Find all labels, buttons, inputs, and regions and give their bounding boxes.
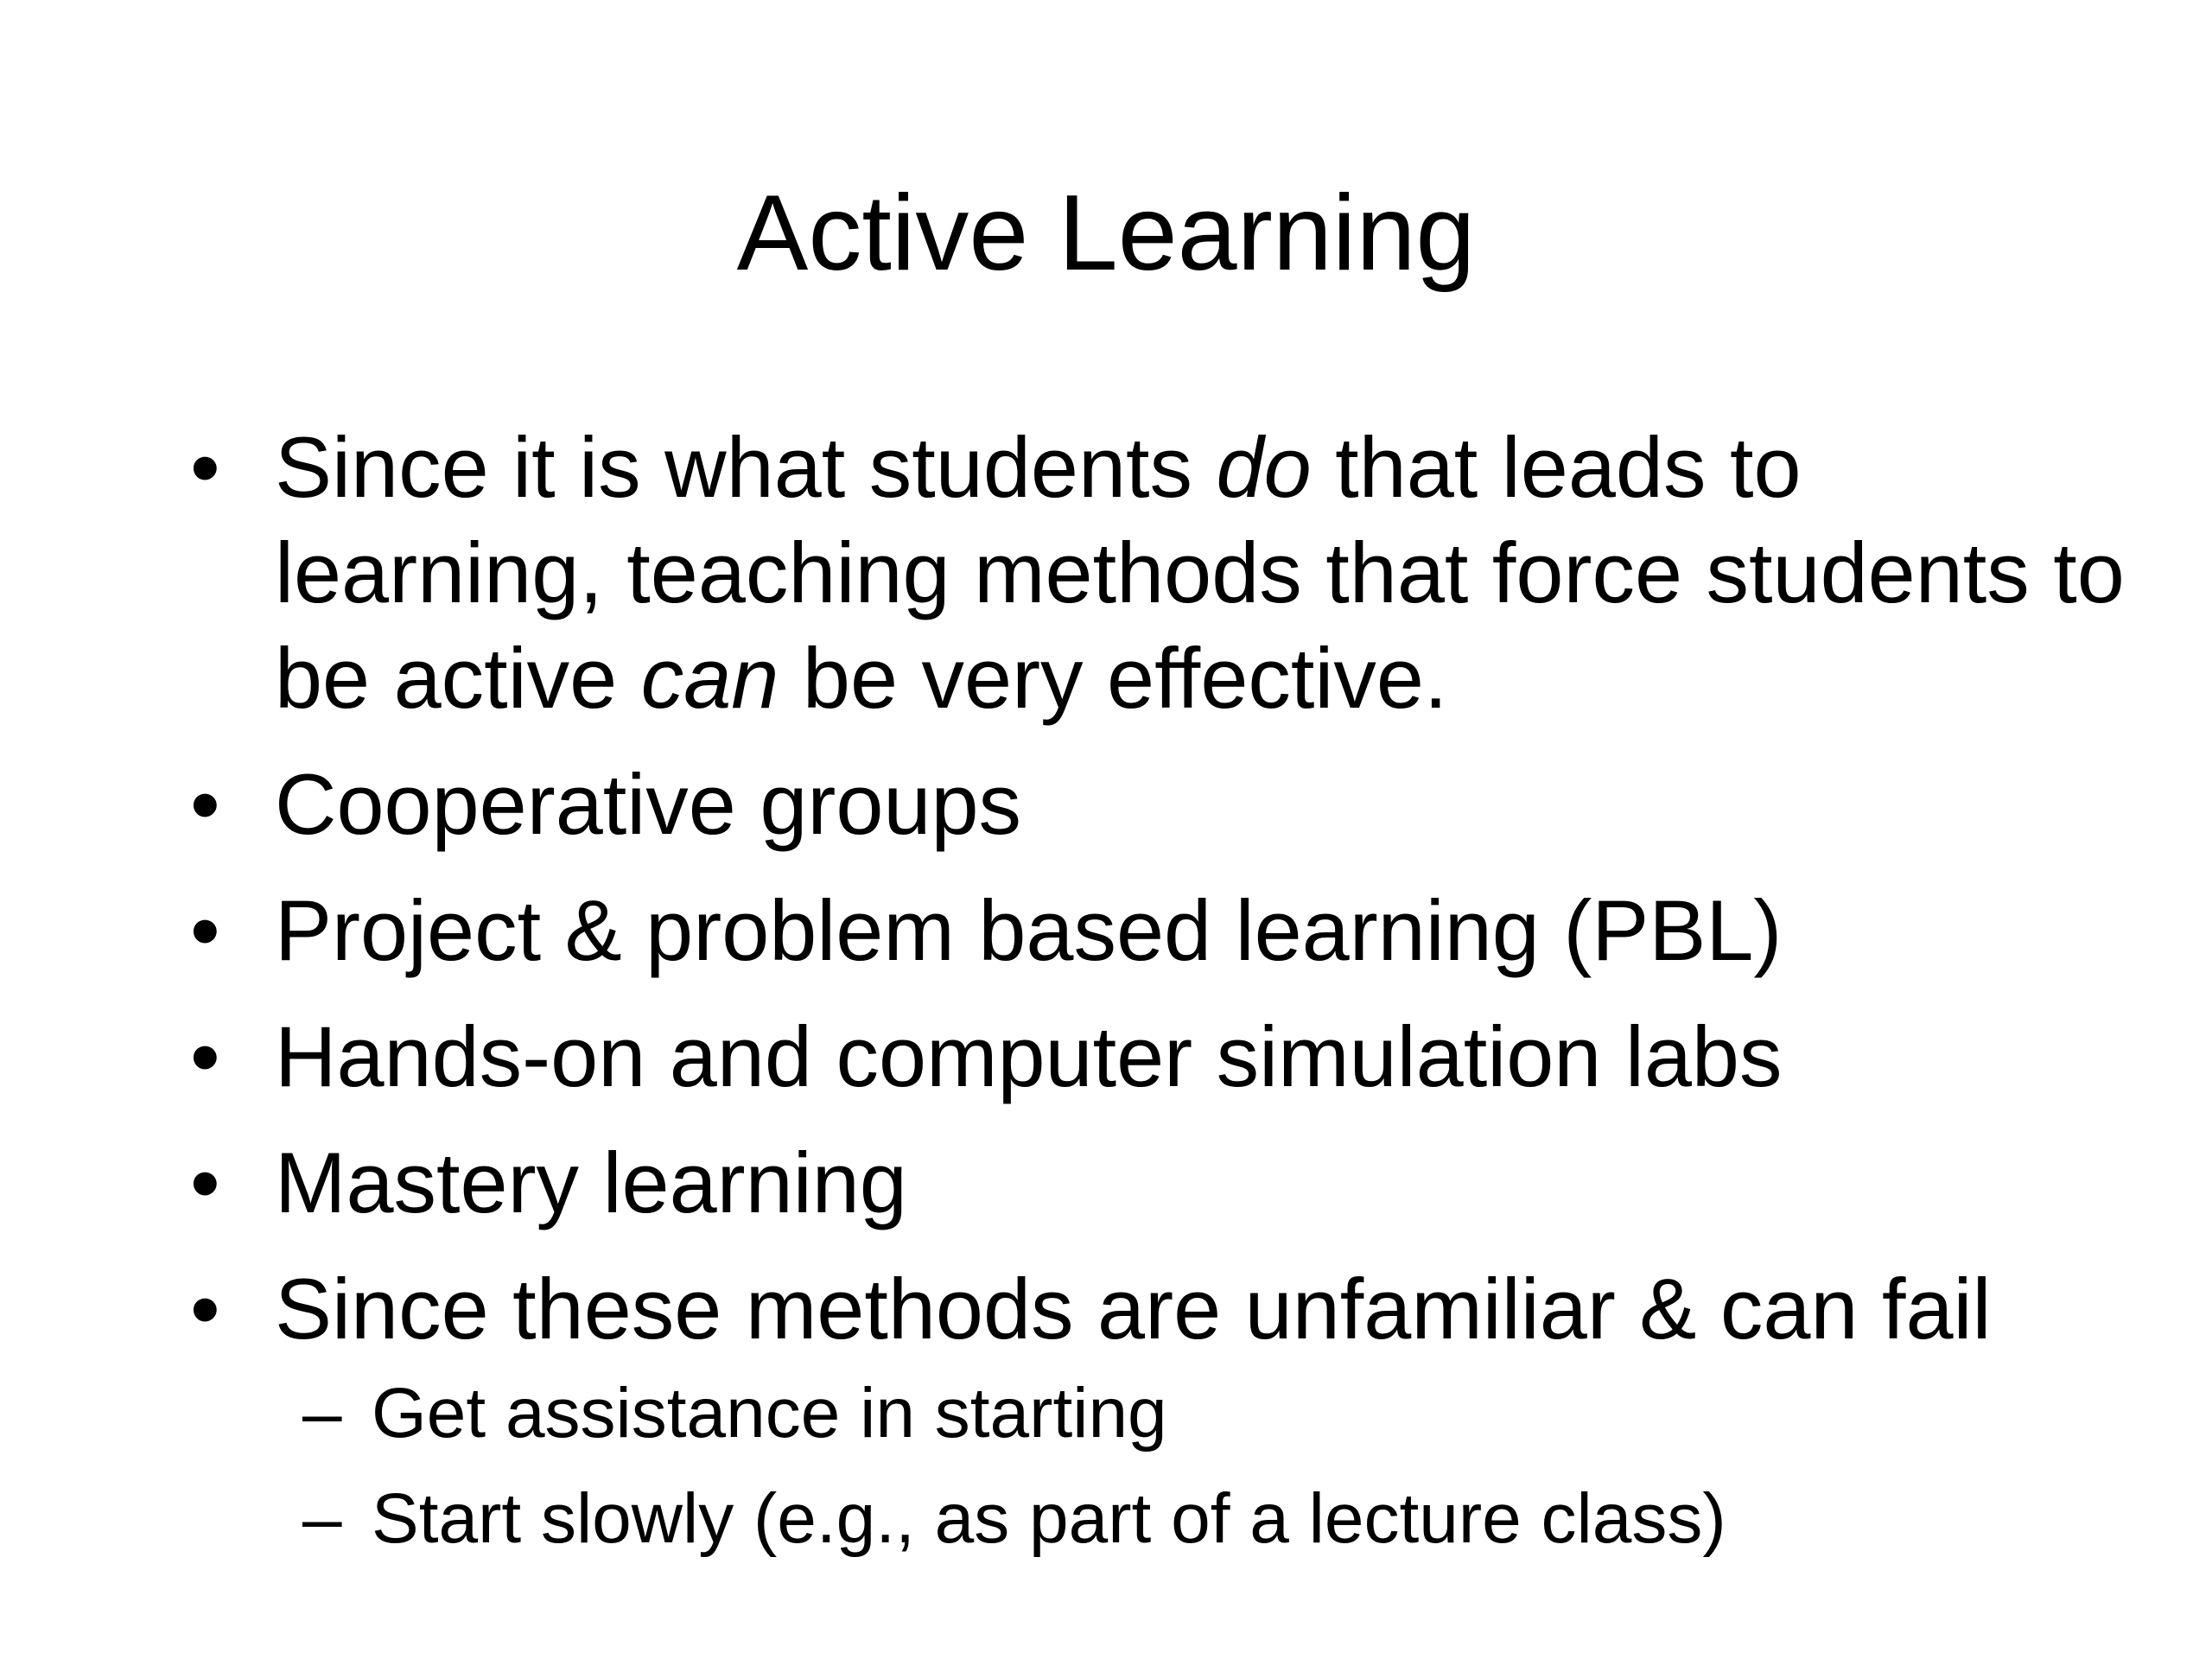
emphasis-text: do [1216, 419, 1312, 515]
sub-bullet-text: Get assistance in starting [372, 1374, 1167, 1452]
bullet-marker: • [190, 1008, 220, 1104]
dash-marker: – [302, 1374, 342, 1452]
sub-bullet-item [275, 1369, 2126, 1459]
bullet-text-segment: Since it is what students [275, 419, 1217, 515]
slide-title: Active Learning [736, 174, 1476, 293]
bullet-marker: • [190, 1135, 220, 1230]
sub-bullet-list [275, 1369, 2126, 1564]
bullet-marker: • [190, 1261, 220, 1357]
bullet-text: Since these methods are unfamiliar & can fail [275, 1261, 1992, 1357]
bullet-text-segment: that leads to learning, teaching methods that force students to be active [275, 419, 2125, 726]
bullet-item [181, 1004, 2126, 1109]
bullet-text: Mastery learning [275, 1135, 907, 1230]
bullet-text-segment: be very effective. [779, 630, 1448, 726]
bullet-text: Cooperative groups [275, 756, 1022, 852]
bullet-item [181, 415, 2126, 731]
bullet-text: Hands-on and computer simulation labs [275, 1008, 1783, 1104]
bullet-item [181, 1130, 2126, 1236]
emphasis-text: can [640, 630, 779, 726]
sub-bullet-item [275, 1474, 2126, 1564]
bullet-item [181, 1256, 2126, 1564]
bullet-text [275, 419, 2125, 726]
sub-bullet-text: Start slowly (e.g., as part of a lecture class) [372, 1479, 1726, 1558]
bullet-marker: • [190, 882, 220, 978]
bullet-item [181, 878, 2126, 983]
dash-marker: – [302, 1479, 342, 1558]
bullet-marker: • [190, 419, 220, 515]
bullet-list [181, 415, 2126, 1585]
bullet-item [181, 752, 2126, 857]
bullet-marker: • [190, 756, 220, 852]
bullet-text: Project & problem based learning (PBL) [275, 882, 1783, 978]
